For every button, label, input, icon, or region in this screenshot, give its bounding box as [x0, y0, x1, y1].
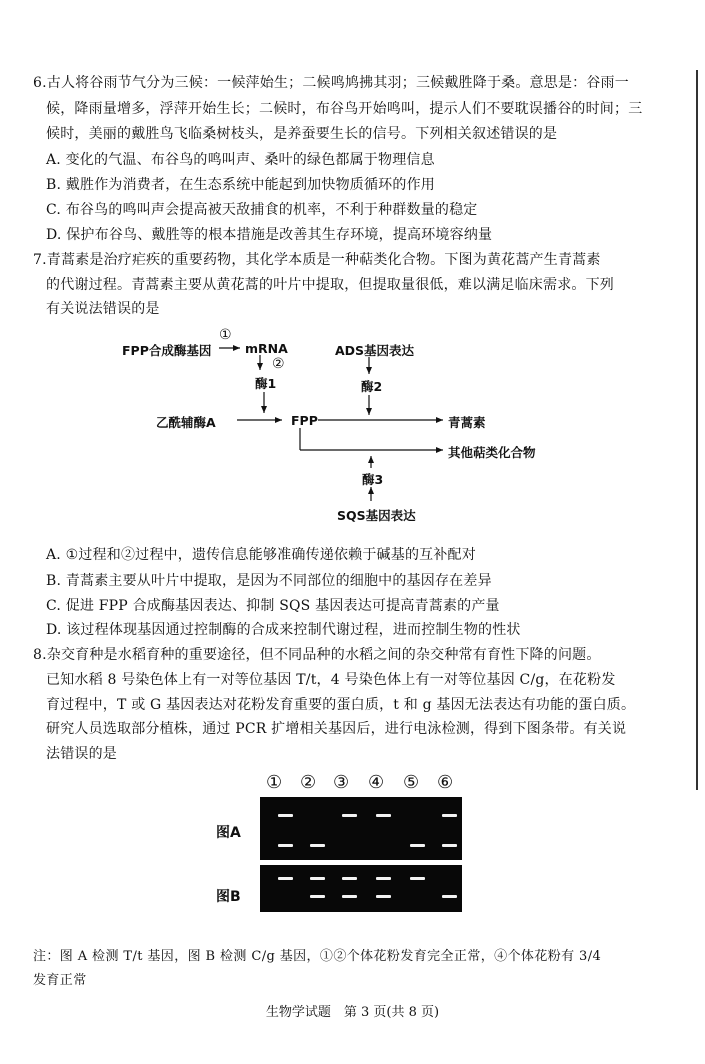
q7-option-d: D. 该过程体现基因通过控制酶的合成来控制代谢过程，进而控制生物的性状 [46, 622, 521, 638]
gel-a-band-lane-4-row-1 [376, 814, 391, 817]
q8-line-4: 研究人员选取部分植株，通过 PCR 扩增相关基因后，进行电泳检测，得到下图条带。有关说 [46, 721, 627, 737]
gel-b-label: 图B [216, 889, 241, 905]
lane-number-2: ② [300, 772, 317, 793]
fpp-label: FPP [291, 413, 318, 428]
gel-a-label: 图A [216, 825, 241, 841]
gel-a-band-lane-2-row-2 [310, 844, 325, 847]
q8-line-3: 育过程中，T 或 G 基因表达对花粉发育重要的蛋白质，t 和 g 基因无法表达有功能的蛋白质。 [46, 697, 636, 713]
q6-line-3: 候时，美丽的戴胜鸟飞临桑树枝头，是养蚕要生长的信号。下列相关叙述错误的是 [46, 126, 558, 142]
gel-a-image [260, 797, 462, 860]
q6-option-d: D. 保护布谷鸟、戴胜等的根本措施是改善其生存环境，提高环境容纳量 [46, 227, 493, 243]
step-2-marker: ② [272, 356, 285, 372]
enzyme-3-label: 酶3 [362, 472, 384, 487]
q8-line-2: 已知水稻 8 号染色体上有一对等位基因 T/t，4 号染色体上有一对等位基因 C/g，在花粉发 [46, 672, 616, 688]
gel-a-band-lane-5-row-2 [410, 844, 425, 847]
other-terpenoids-label: 其他萜类化合物 [448, 445, 536, 460]
q7-line-1: 7.青蒿素是治疗疟疾的重要药物，其化学本质是一种萜类化合物。下图为黄花蒿产生青蒿素 [33, 252, 601, 268]
enzyme-1-label: 酶1 [255, 376, 277, 391]
gel-b-band-lane-3-row-2 [342, 895, 357, 898]
gel-a-band-lane-3-row-1 [342, 814, 357, 817]
note-line-1: 注：图 A 检测 T/t 基因，图 B 检测 C/g 基因，①②个体花粉发育完全正常，④个体花粉有 3/4 [33, 949, 602, 964]
gel-b-band-lane-2-row-2 [310, 895, 325, 898]
gel-b-band-lane-4-row-1 [376, 877, 391, 880]
lane-number-3: ③ [333, 772, 350, 793]
gel-b-band-lane-1-row-1 [278, 877, 293, 880]
q6-option-b: B. 戴胜作为消费者，在生态系统中能起到加快物质循环的作用 [46, 177, 435, 193]
ads-gene-expression-label: ADS基因表达 [335, 343, 415, 358]
fpp-synthase-gene-label: FPP合成酶基因 [122, 343, 212, 358]
page-footer: 生物学试题 第 3 页(共 8 页) [265, 1005, 440, 1020]
gel-a-band-lane-6-row-2 [442, 844, 457, 847]
q6-option-a: A. 变化的气温、布谷鸟的鸣叫声、桑叶的绿色都属于物理信息 [46, 152, 435, 168]
q6-line-2: 候，降雨量增多，浮萍开始生长；二候时，布谷鸟开始鸣叫，提示人们不要耽误播谷的时间；三 [46, 101, 643, 117]
lane-number-6: ⑥ [437, 772, 454, 793]
q7-option-c: C. 促进 FPP 合成酶基因表达、抑制 SQS 基因表达可提高青蒿素的产量 [46, 598, 500, 614]
q6-option-c: C. 布谷鸟的鸣叫声会提高被天敌捕食的机率，不利于种群数量的稳定 [46, 202, 478, 218]
lane-number-1: ① [266, 772, 283, 793]
gel-b-band-lane-3-row-1 [342, 877, 357, 880]
gel-b-band-lane-4-row-2 [376, 895, 391, 898]
q7-line-3: 有关说法错误的是 [46, 301, 160, 317]
gel-b-image [260, 865, 462, 912]
gel-b-band-lane-2-row-1 [310, 877, 325, 880]
mrna-label: mRNA [245, 341, 288, 356]
q7-option-b: B. 青蒿素主要从叶片中提取，是因为不同部位的细胞中的基因存在差异 [46, 573, 492, 589]
lane-number-5: ⑤ [403, 772, 420, 793]
q8-line-5: 法错误的是 [46, 746, 117, 762]
lane-number-4: ④ [368, 772, 385, 793]
acetyl-coa-label: 乙酰辅酶A [156, 415, 216, 430]
sqs-gene-expression-label: SQS基因表达 [337, 508, 416, 523]
gel-b-band-lane-6-row-2 [442, 895, 457, 898]
enzyme-2-label: 酶2 [361, 379, 383, 394]
q6-line-1: 6.古人将谷雨节气分为三候：一候萍始生；二候鸣鸠拂其羽；三候戴胜降于桑。意思是：谷雨一 [33, 75, 629, 91]
note-line-2: 发育正常 [33, 973, 87, 988]
gel-a-band-lane-6-row-1 [442, 814, 457, 817]
q7-option-a: A. ①过程和②过程中，遗传信息能够准确传递依赖于碱基的互补配对 [46, 547, 476, 563]
step-1-marker: ① [219, 327, 232, 343]
q7-line-2: 的代谢过程。青蒿素主要从黄花蒿的叶片中提取，但提取量很低，难以满足临床需求。下列 [46, 277, 614, 293]
gel-a-band-lane-1-row-1 [278, 814, 293, 817]
q8-line-1: 8.杂交育种是水稻育种的重要途径，但不同品种的水稻之间的杂交种常有育性下降的问题。 [33, 647, 601, 663]
artemisinin-label: 青蒿素 [448, 415, 486, 430]
gel-b-band-lane-5-row-1 [410, 877, 425, 880]
gel-a-band-lane-1-row-2 [278, 844, 293, 847]
